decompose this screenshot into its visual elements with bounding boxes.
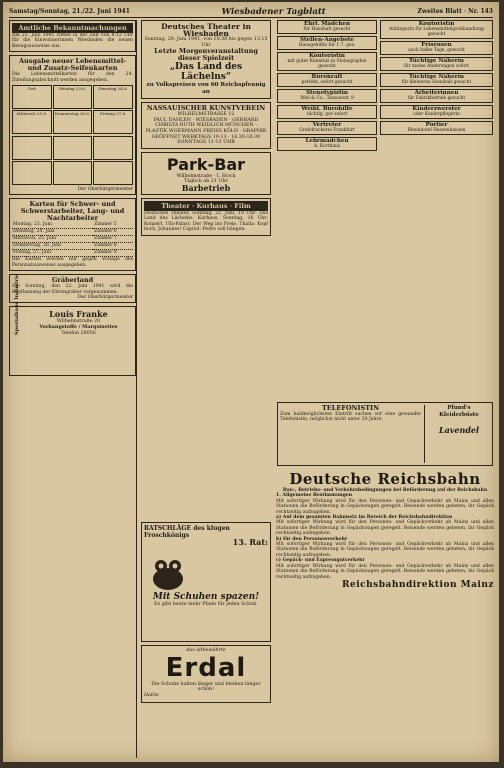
erdal-ad <box>141 645 271 703</box>
list-item <box>277 137 377 151</box>
erdal-foot: Die Schuhe halten länger und bleiben länger schön! <box>151 681 261 693</box>
kleiderbueste-ad: Pfund's Kleiderbüste <box>439 405 479 418</box>
ration-cell: Donnerstag 26.6. <box>53 110 93 134</box>
ration-cell <box>93 136 133 160</box>
list-item <box>277 52 377 71</box>
classified-title: Kontoristin <box>309 53 345 59</box>
franke-phone: Telefon 28056 <box>61 330 96 336</box>
grave-title: Gräberland <box>51 276 94 285</box>
ration-cell <box>53 161 93 185</box>
ration-text: Die Lebensmittelkarten für den 24. Zuteilungsabschnitt werden ausgegeben. <box>12 72 133 83</box>
list-item <box>380 73 493 87</box>
masthead-issue: Zweites Blatt · Nr. 143 <box>417 8 493 15</box>
ration-grid <box>12 85 133 134</box>
classified-title: Bürokraft <box>311 74 343 80</box>
classified-title: Vertreter <box>312 122 342 128</box>
cards-day: Mittwoch, 25. Juni <box>12 236 93 243</box>
side-ads <box>424 405 490 463</box>
column-notices <box>9 20 137 758</box>
ration-grid-2 <box>12 136 133 185</box>
reichsbahn-notice <box>276 470 494 756</box>
ration-notice <box>9 55 136 195</box>
reichsbahn-body: Mit sofortiger Wirkung wird für den Personen- und Gepäckverkehr ab Mainz und allen Stationen die Beförderung in Gepäckwagen geregelt. Reisende werden gebeten, ihr Gepäck rechtzeitig aufzugeben. <box>276 563 494 580</box>
column-classifieds-2 <box>380 20 493 398</box>
list-item <box>277 105 377 119</box>
column-classifieds-1 <box>277 20 377 415</box>
classified-text: mit guter Kenntnis in Stenographie gesucht <box>287 59 367 69</box>
frosch-headline: Mit Schuhen spazen! <box>152 592 260 602</box>
list-item <box>380 57 493 71</box>
classified-text: für kleineren Haushalt gesucht <box>401 80 472 85</box>
ration-cell <box>53 136 93 160</box>
classified-title: Kinderzwerster <box>412 106 461 112</box>
classified-text: für meine Änderungen sofort <box>404 64 469 69</box>
column-ads-lower <box>141 522 271 703</box>
parkbar-hours: Täglich ab 21 Uhr <box>184 179 228 185</box>
reichsbahn-body: Mit sofortiger Wirkung wird für den Personen- und Gepäckverkehr ab Mainz und allen Stationen die Beförderung in Gepäckwagen geregelt. Reisende werden gebeten, ihr Gepäck rechtzeitig aufzugeben. <box>276 542 494 558</box>
reichsbahn-body: Mit sofortiger Wirkung wird für den Personen- und Gepäckverkehr ab Mainz und allen Stationen die Beförderung in Gepäckwagen geregelt. Reisende werden gebeten, ihr Gepäck rechtzeitig aufzugeben. <box>276 520 494 537</box>
official-notices-title: Amtliche Bekanntmachungen <box>12 23 133 33</box>
masthead-date: Samstag/Sonntag, 21./22. Juni 1941 <box>9 8 130 15</box>
table-row <box>12 243 133 250</box>
classified-text: tüchtig, per sofort <box>306 112 348 117</box>
classified-text: für Fabrikbetrieb gesucht <box>407 96 466 101</box>
classified-text: A. Korthaus <box>313 144 341 149</box>
reichsbahn-sign: Reichsbahndirektion Mainz <box>342 579 494 590</box>
column-culture <box>141 20 271 520</box>
list-item <box>380 41 493 55</box>
erdal-logo: Erdal <box>165 652 247 683</box>
franke-name: Louis Franke <box>49 309 108 320</box>
ration-cell: Mittwoch 25.6. <box>12 110 52 134</box>
reichsbahn-section: b) für den Personenverkehr <box>276 536 348 542</box>
theater-ad <box>141 20 271 99</box>
table-row <box>12 229 133 236</box>
list-item <box>380 89 493 103</box>
program-text: Deutsches Theater, Sonntag, 22. Juni, 19 Uhr: Das Land des Lächelns. Kurhaus, Sonntag, 16 Uhr: Konzert. Ufa-Palast: Der Weg ins Freie. Thalia: Kopf hoch, Johannes! Capitol: Pedro soll hängen. <box>144 210 268 233</box>
ration-cell <box>12 161 52 185</box>
theater-prices: zu Volkspreisen von 60 Reichspfennig an <box>146 82 266 96</box>
ration-cell <box>93 161 133 185</box>
classified-title: Kontoristin <box>418 21 455 27</box>
reichsbahn-section: 1. Allgemeine Bestimmungen <box>276 493 353 499</box>
ration-cell: Montag 23.6. <box>53 85 93 109</box>
classified-title: Lehrmädchen <box>305 138 349 144</box>
reichsbahn-body: Mit sofortiger Wirkung wird für den Personen- und Gepäckverkehr ab Mainz und allen Stationen die Beförderung in Gepäckwagen geregelt. Reisende werden gebeten, ihr Gepäck rechtzeitig aufzugeben. <box>276 498 494 515</box>
franke-line2: Vorhangstoffe / Marquisettes <box>39 324 118 331</box>
parkbar-name: Park-Bar <box>166 154 246 174</box>
grave-notice <box>9 274 136 303</box>
classified-text: für Haushalt gesucht <box>303 27 351 32</box>
classified-title: Portier <box>425 122 448 128</box>
kunstverein-sub: WILHELMSTRASSE 12 <box>177 112 235 118</box>
reichsbahn-intro: Bau-, Betriebs- und Verkehrsbedingungen bei Beförderung auf der Reichsbahn <box>282 488 488 493</box>
theater-date: Sonntag, 29. Juni 1941, von 10.30 bis gegen 13.15 Uhr <box>144 37 268 48</box>
classified-text: perfekt, sofort gesucht <box>301 80 353 85</box>
classified-title: Tüchtige Näherin <box>409 58 464 64</box>
list-item <box>380 121 493 135</box>
kunstverein-ad <box>141 102 271 149</box>
cards-room: Zimmer 6 <box>93 229 133 236</box>
kunstverein-title: NASSAUISCHER KUNSTVEREIN <box>146 104 266 113</box>
masthead <box>9 6 493 18</box>
classified-text: Weil & Co., Taunusstr. 9 <box>300 96 354 101</box>
parkbar-ad <box>141 152 271 195</box>
cards-day: Dienstag, 24. Juni <box>12 229 93 236</box>
program-title: Theater · Kurhaus · Film <box>144 201 268 211</box>
masthead-title: Wiesbadener Tagblatt <box>221 6 326 17</box>
cards-room: Zimmer 9 <box>93 250 133 257</box>
list-item <box>277 89 377 103</box>
newspaper-page <box>3 2 499 762</box>
classified-title: Tüchtige Näherin <box>409 74 464 80</box>
ration-footer: Der Oberbürgermeister <box>77 187 133 193</box>
official-notices <box>9 20 136 52</box>
frosch-number: 13. Rat: <box>232 537 268 547</box>
frosch-text: Es gibt heute mehr Pfade für jeden Schuh. <box>154 602 258 607</box>
list-item <box>380 20 493 39</box>
frosch-brand: RATSCHLÄGE des klugen Froschkönigs <box>144 525 230 539</box>
list-item <box>277 73 377 87</box>
grave-footer: Der Oberbürgermeister <box>77 295 133 301</box>
classified-text: Hausgehilfin für 1.7. ges. <box>298 43 356 48</box>
ration-cell: Freitag 27.6. <box>93 110 133 134</box>
theater-play: „Das Land des Lächelns“ <box>169 62 243 83</box>
classified-title: Weibl. Bürohilfe <box>301 106 353 112</box>
kunstverein-hours: GEÖFFNET WERKTAGS 10-13 · 16.30-18.30 SONNTAGS 11-13 UHR <box>151 134 261 146</box>
classified-text: oder Kinderpflegerin <box>413 112 460 117</box>
ration-title: Ausgabe neuer Lebensmittel- und Zusatz-Seifenkarten <box>19 57 126 73</box>
theater-event: Letzte Morgenveranstaltung dieser Spielzeit <box>154 47 258 63</box>
ration-cell <box>12 136 52 160</box>
grave-text: Am Sonntag, den 22. Juni 1941 wird die Bepflanzung der Ehrengräber vorgenommen. <box>12 284 133 295</box>
cards-room: Zimmer 5 <box>93 222 133 229</box>
cards-notice <box>9 198 136 271</box>
classified-text: Großdruckerei Frankfurt <box>299 128 355 133</box>
list-item <box>380 105 493 119</box>
cards-day: Donnerstag, 26. Juni <box>12 243 93 250</box>
reichsbahn-section: a) Auf dem gesamten Bahnnetz im Bereich der Reichsbahndirektion <box>276 515 453 521</box>
classified-title: Stellen-Angebote <box>299 37 355 43</box>
lavendel-ad: Lavendel <box>438 425 480 435</box>
froschkoenig-ad <box>141 522 271 642</box>
kunstverein-names: PAUL DAHLEN · WIESBADEN · GERHARD CHRISTA RUTH WEIDLICH MÜNCHEN · PLASTIK WOERMANN PREISS KÖLN · GRAPHIK <box>145 117 267 134</box>
cards-text: Die Karten werden nur gegen Vorlage des Personalausweises ausgegeben. <box>12 257 133 268</box>
reichsbahn-title: Deutsche Reichsbahn <box>289 470 481 488</box>
telefonistin-text: Zum baldmöglichsten Eintritt suchen wir eine gewandte Telefonistin, möglichst nicht unter 20 Jahre. <box>280 412 421 423</box>
ration-cell: Zeit <box>12 85 52 109</box>
list-item <box>277 36 377 50</box>
cards-room: Zimmer 8 <box>93 243 133 250</box>
franke-line1: Wilhelmstraße 20 <box>56 319 101 325</box>
parkbar-addr: Wilhelmstraße · I. Stock <box>176 173 236 179</box>
classified-title: Arbeiterinnen <box>414 90 459 96</box>
erdal-signature: Hathe <box>144 692 159 698</box>
cards-title: Karten für Schwer- und Schwerstarbeiter, Lang- und Nachtarbeiter <box>20 200 125 223</box>
frog-icon <box>148 553 188 593</box>
telefonistin-ad <box>277 402 493 466</box>
cards-day: Freitag, 27. Juni <box>12 250 93 257</box>
ration-cell: Dienstag 24.6. <box>93 85 133 109</box>
classified-text: Rheinhotel Hessenhausen <box>407 128 466 133</box>
official-notices-text: Am 21. Juni 1941 treten in der Zeit von 8-12 Uhr für die Einwohnerinnen Wiesbaden die neuen Bezugsausweise aus. <box>12 33 133 49</box>
list-item <box>277 20 377 34</box>
list-item <box>277 121 377 135</box>
table-row <box>12 236 133 243</box>
program-section <box>141 198 271 236</box>
classified-text: auch halbe Tage, gesucht <box>408 48 465 53</box>
reichsbahn-section: c) Gepäck- und Expressgutverkehr <box>276 558 365 564</box>
classified-title: Stenotypistin <box>306 90 348 96</box>
theater-title: Deutsches Theater in Wiesbaden <box>161 22 251 38</box>
parkbar-show: Barbetrieb <box>181 182 231 193</box>
cards-room: Zimmer 7 <box>93 236 133 243</box>
classified-title: Friseusen <box>421 42 452 48</box>
franke-vertical: Spezialhaus Industrie <box>14 274 20 336</box>
cards-day: Montag, 23. Juni <box>12 222 93 229</box>
telefonistin-title: TELEFONISTIN <box>321 404 380 412</box>
table-row <box>12 250 133 257</box>
telefonistin-block <box>280 405 424 463</box>
cards-table <box>12 222 133 257</box>
classified-text: Anfängerin für Lebensmittelgroßhandlung gesucht <box>389 27 484 37</box>
classified-title: Ehrl. Mädchen <box>303 21 351 27</box>
erdal-top: das altbewährte <box>186 648 226 653</box>
